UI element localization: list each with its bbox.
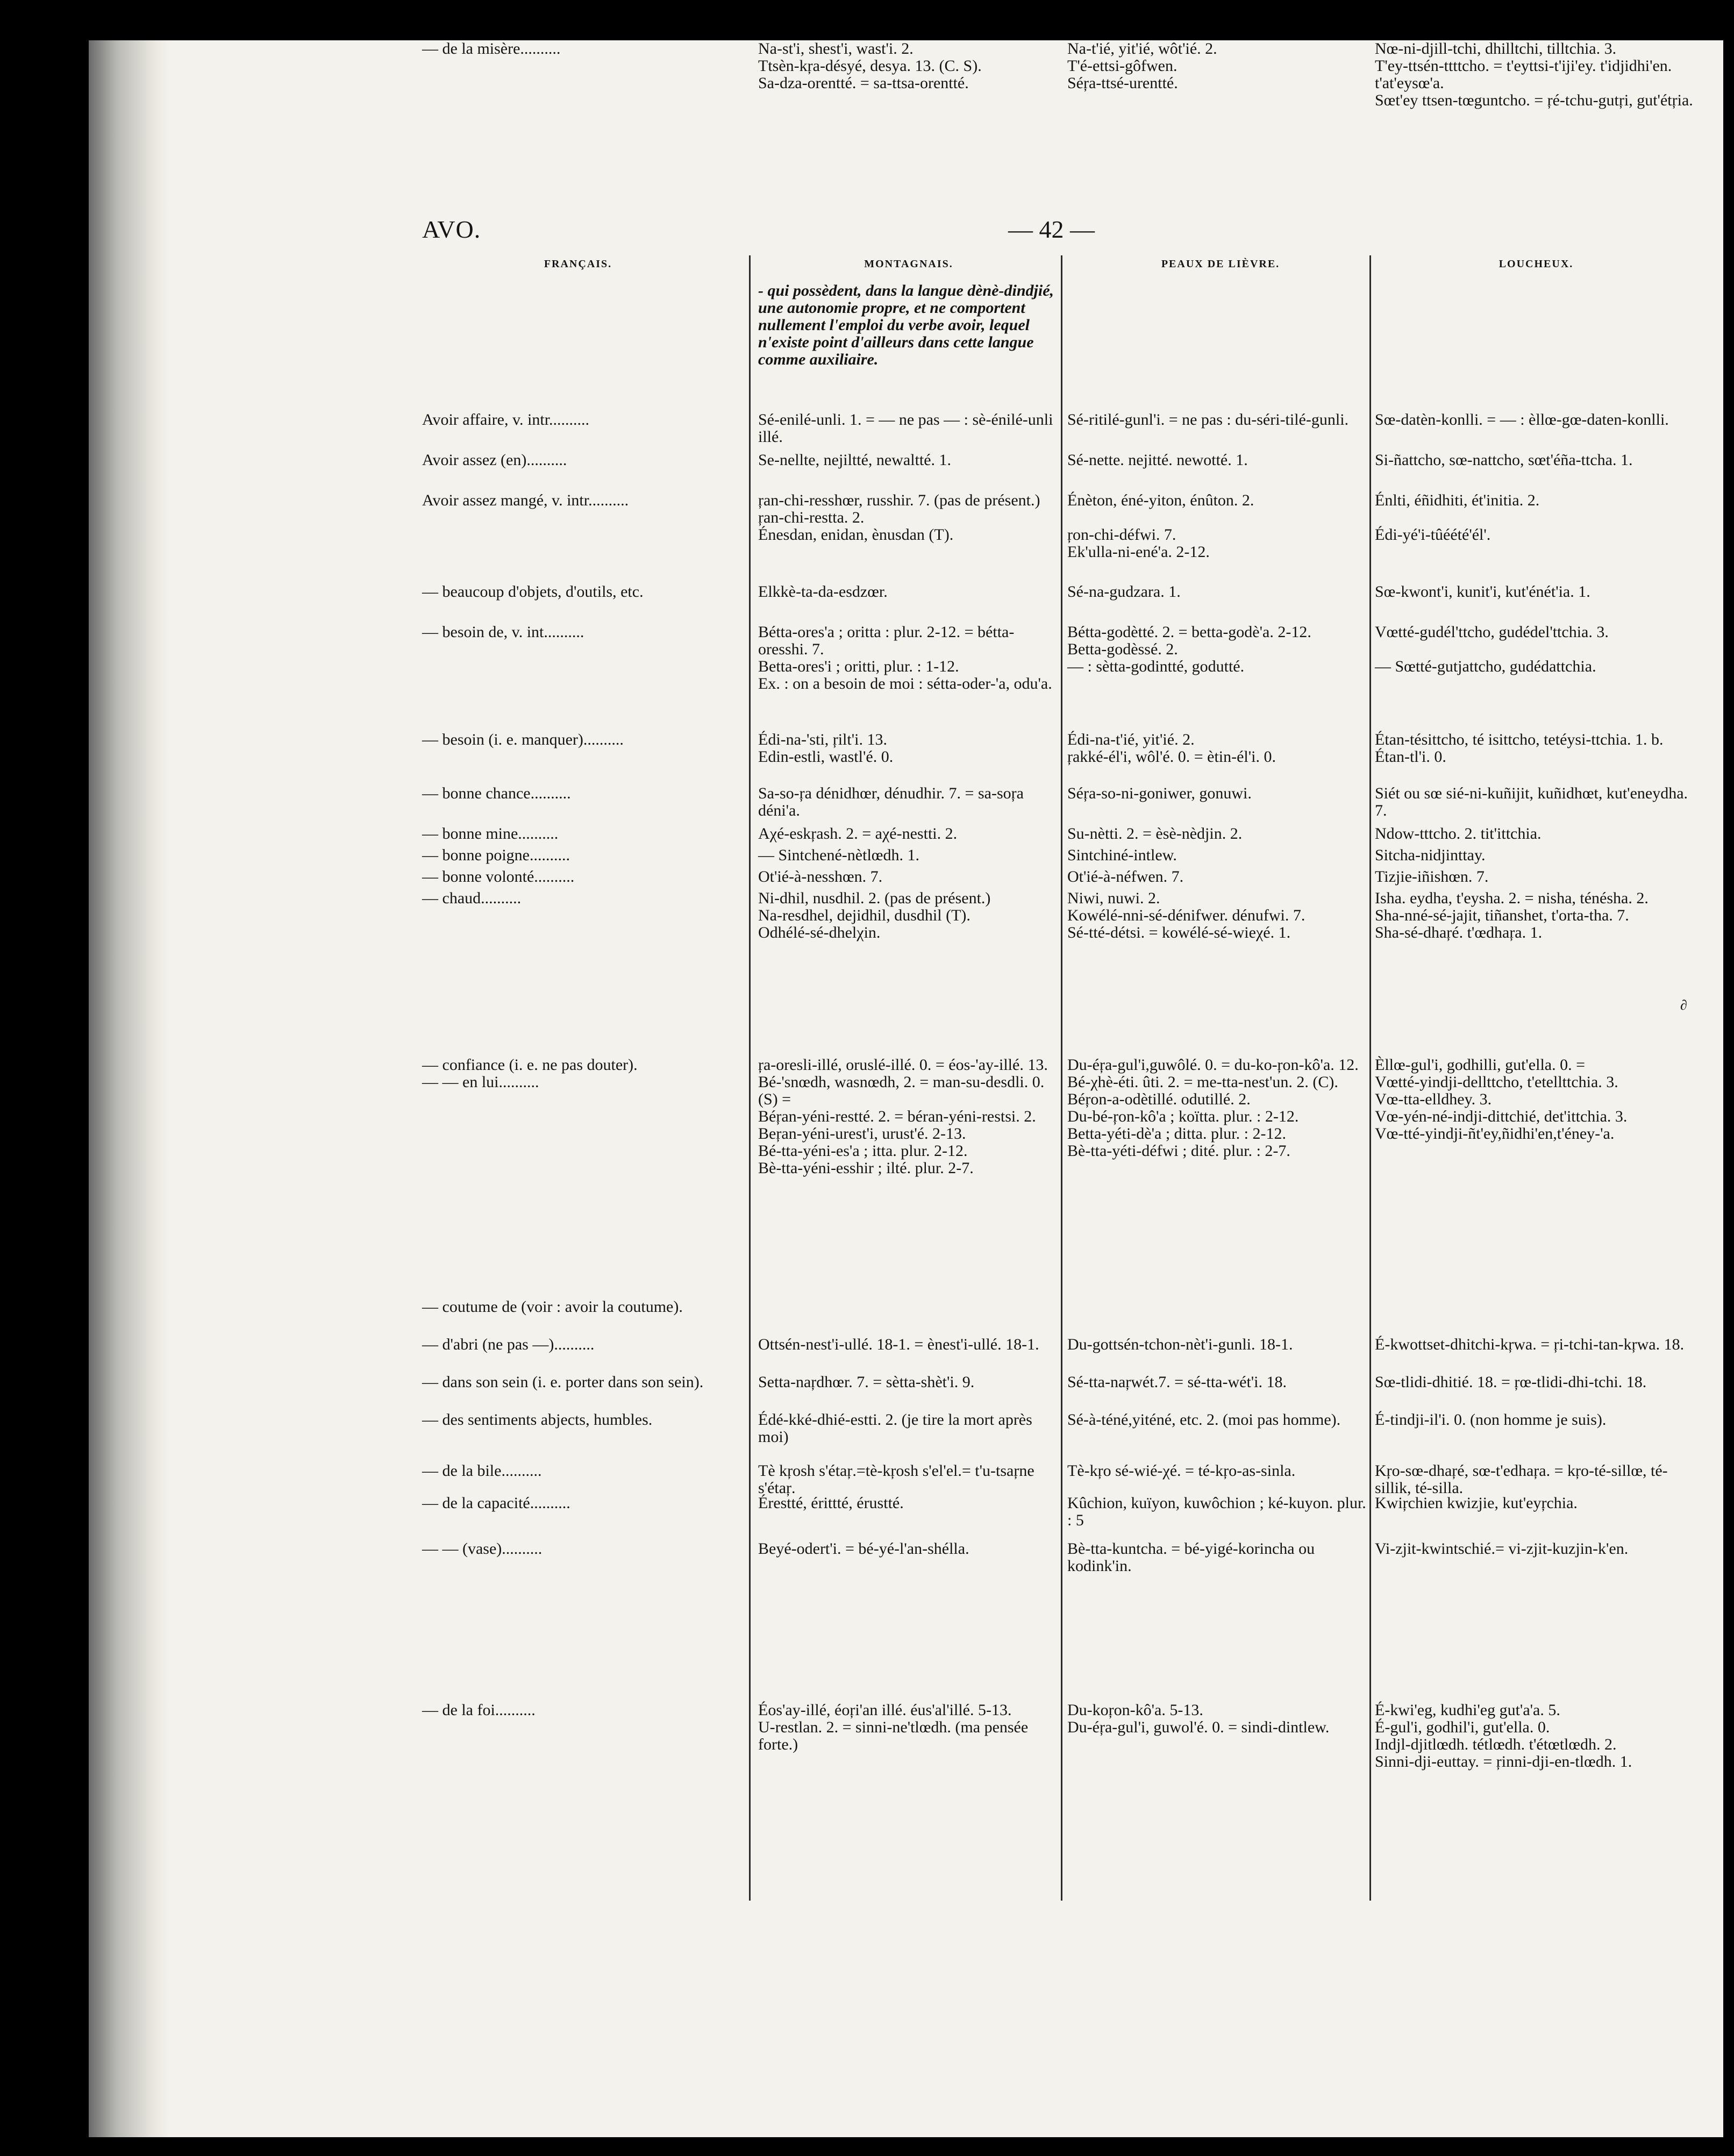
peaux-de-lievre-translation: Niwi, nuwi. 2. Kowélé-nni-sé-dénifwer. dénufwi. 7. Sé-tté-détsi. = kowélé-sé-wieχé. 1.	[1067, 889, 1305, 941]
montagnais-translation: ŗan-chi-resshœr, russhir. 7. (pas de présent.) ŗan-chi-restta. 2. Énesdan, enidan, ènusdan (T).	[758, 491, 1040, 544]
montagnais-translation: Aχé-eskŗash. 2. = aχé-nestti. 2.	[758, 825, 958, 843]
loucheux-translation: Si-ñattcho, sœ-nattcho, sœt'éña-ttcha. 1.	[1375, 451, 1633, 469]
peaux-de-lievre-translation: Du-koŗon-kô'a. 5-13. Du-éŗa-gul'i, guwol'é. 0. = sindi-dintlew.	[1067, 1701, 1330, 1736]
loucheux-translation: Sitcha-nidjinttay.	[1375, 846, 1486, 864]
french-term: — — (vase)..........	[422, 1540, 543, 1558]
peaux-de-lievre-translation: Énèton, éné-yiton, énûton. 2. ŗon-chi-défwi. 7. Ek'ulla-ni-ené'a. 2-12.	[1067, 491, 1254, 561]
french-term: — besoin de, v. int..........	[422, 623, 584, 641]
peaux-de-lievre-translation: Sé-à-téné,yiténé, etc. 2. (moi pas homme).	[1067, 1411, 1341, 1429]
loucheux-translation: Isha. eydha, t'eysha. 2. = nisha, ténésha. 2. Sha-nné-sé-jajit, tiñanshet, t'orta-tha. 7. Sha-sé-dhaŗé. t'œdhaŗa. 1.	[1375, 889, 1649, 941]
french-term: — de la foi..........	[422, 1701, 536, 1719]
french-term: — bonne poigne..........	[422, 846, 570, 864]
peaux-de-lievre-translation: Su-nètti. 2. = èsè-nèdjin. 2.	[1067, 825, 1243, 843]
montagnais-translation: Setta-naŗdhœr. 7. = sètta-shèt'i. 9.	[758, 1373, 975, 1391]
peaux-de-lievre-translation: Séŗa-so-ni-goniwer, gonuwi.	[1067, 784, 1252, 802]
montagnais-translation: Elkkè-ta-da-esdzœr.	[758, 583, 888, 601]
montagnais-translation: Tè kŗosh s'étaŗ.=tè-kŗosh s'el'el.= t'u-tsaŗne s'étaŗ.	[758, 1462, 1034, 1497]
montagnais-translation: Éos'ay-illé, éoŗi'an illé. éus'al'illé. 5-13. U-restlan. 2. = sinni-ne'tlœdh. (ma pensée forte.)	[758, 1701, 1029, 1753]
french-term: — besoin (i. e. manquer)..........	[422, 731, 624, 748]
peaux-de-lievre-translation: Sintchiné-intlew.	[1067, 846, 1177, 864]
document-page	[89, 40, 1723, 2137]
column-rule	[1061, 255, 1062, 1901]
peaux-de-lievre-translation: Sé-nette. nejitté. newotté. 1.	[1067, 451, 1248, 469]
montagnais-translation: Beyé-odert'i. = bé-yé-l'an-shélla.	[758, 1540, 969, 1558]
peaux-de-lievre-translation: Sé-ritilé-gunl'i. = ne pas : du-séri-tilé-gunli.	[1067, 411, 1349, 429]
french-term: — de la capacité..........	[422, 1494, 570, 1512]
french-term: — chaud..........	[422, 889, 522, 907]
margin-mark: ∂	[1680, 997, 1687, 1013]
montagnais-translation: Na-st'i, shest'i, wast'i. 2. Ttsèn-kŗa-désyé, desya. 13. (C. S). Sa-dza-orentté. = sa-ttsa-orentté.	[758, 40, 982, 92]
french-term: Avoir assez (en)..........	[422, 451, 567, 469]
french-term: — coutume de (voir : avoir la coutume).	[422, 1298, 683, 1316]
french-term: — bonne mine..........	[422, 825, 559, 843]
french-term: — bonne volonté..........	[422, 868, 575, 886]
montagnais-translation: Édi-na-'sti, ŗilt'i. 13. Edin-estli, wastl'é. 0.	[758, 731, 894, 766]
column-header-francais: FRANÇAIS.	[544, 258, 612, 270]
peaux-de-lievre-translation: Du-gottsén-tchon-nèt'i-gunli. 18-1.	[1067, 1336, 1293, 1353]
french-term: Avoir assez mangé, v. intr..........	[422, 491, 629, 509]
montagnais-translation: Ot'ié-à-nesshœn. 7.	[758, 868, 883, 886]
loucheux-translation: Kŗo-sœ-dhaŗé, sœ-t'edhaŗa. = kŗo-té-sillœ, té-sillik, té-silla.	[1375, 1462, 1668, 1497]
montagnais-translation: ŗa-oresli-illé, oruslé-illé. 0. = éos-'ay-illé. 13. Bé-'snœdh, wasnœdh, 2. = man-su-desdli. 0. (S) = Béŗan-yéni-restté. 2. = béran-yéni-restsi. 2. Beŗan-yéni-urest'i, urust'é. 2-13. Bé-tta-yéni-es'a ; itta. plur. 2-12. Bè-tta-yéni-esshir ; ilté. plur. 2-7.	[758, 1056, 1048, 1177]
loucheux-translation: Tizjie-iñishœn. 7.	[1375, 868, 1489, 886]
montagnais-translation: Se-nellte, nejiltté, newaltté. 1.	[758, 451, 952, 469]
page-number: — 42 —	[1008, 216, 1095, 243]
french-term: — confiance (i. e. ne pas douter). — — en lui..........	[422, 1056, 638, 1091]
french-term: — d'abri (ne pas —)..........	[422, 1336, 595, 1353]
loucheux-translation: Kwiŗchien kwizjie, kut'eyŗchia.	[1375, 1494, 1578, 1512]
french-term: — des sentiments abjects, humbles.	[422, 1411, 653, 1429]
peaux-de-lievre-translation: Sé-tta-naŗwét.7. = sé-tta-wét'i. 18.	[1067, 1373, 1287, 1391]
column-header-peaux-de-lievre: PEAUX DE LIÈVRE.	[1161, 258, 1280, 270]
page-spine-shadow	[89, 40, 169, 2137]
french-term: — de la bile..........	[422, 1462, 542, 1480]
intro-note: - qui possèdent, dans la langue dènè-dindjié, une autonomie propre, et ne comportent nullement l'emploi du verbe avoir, lequel n'existe point d'ailleurs dans cette langue comme auxiliaire.	[758, 282, 1054, 368]
loucheux-translation: É-kwi'eg, kudhi'eg gut'a'a. 5. É-gul'i, godhil'i, gut'ella. 0. Indjl-djitlœdh. tétlœdh. t'étœtlœdh. 2. Sinni-dji-euttay. = ŗinni-dji-en-tlœdh. 1.	[1375, 1701, 1632, 1771]
french-term: — beaucoup d'objets, d'outils, etc.	[422, 583, 644, 601]
french-term: — dans son sein (i. e. porter dans son sein).	[422, 1373, 704, 1391]
loucheux-translation: Sœ-tlidi-dhitié. 18. = ŗœ-tlidi-dhi-tchi. 18.	[1375, 1373, 1647, 1391]
montagnais-translation: Sa-so-ŗa dénidhœr, dénudhir. 7. = sa-soŗa déni'a.	[758, 784, 1024, 819]
loucheux-translation: Vœtté-gudél'ttcho, gudédel'ttchia. 3. — Sœtté-gutjattcho, gudédattchia.	[1375, 623, 1609, 675]
peaux-de-lievre-translation: Du-éŗa-gul'i,guwôlé. 0. = du-ko-ŗon-kô'a. 12. Bé-χhè-éti. ûti. 2. = me-tta-nest'un. 2. (C). Béŗon-a-odètillé. odutillé. 2. Du-bé-ŗon-kô'a ; koïtta. plur. : 2-12. Betta-yéti-dè'a ; ditta. plur. : 2-12. Bè-tta-yéti-défwi ; dité. plur. : 2-7.	[1067, 1056, 1359, 1160]
running-head: AVO.	[422, 216, 481, 243]
french-term: — bonne chance..........	[422, 784, 571, 802]
peaux-de-lievre-translation: Bétta-godètté. 2. = betta-godè'a. 2-12. Betta-godèssé. 2. — : sètta-godintté, godutté.	[1067, 623, 1311, 675]
loucheux-translation: É-tindji-il'i. 0. (non homme je suis).	[1375, 1411, 1607, 1429]
french-term: — de la misère..........	[422, 40, 561, 58]
peaux-de-lievre-translation: Édi-na-t'ié, yit'ié. 2. ŗakké-él'i, wôl'é. 0. = ètin-él'i. 0.	[1067, 731, 1276, 766]
montagnais-translation: Ottsén-nest'i-ullé. 18-1. = ènest'i-ullé. 18-1.	[758, 1336, 1039, 1353]
peaux-de-lievre-translation: Tè-kŗo sé-wié-χé. = té-kŗo-as-sinla.	[1067, 1462, 1296, 1480]
loucheux-translation: Sœ-datèn-konlli. = — : èllœ-gœ-daten-konlli.	[1375, 411, 1669, 429]
column-header-montagnais: MONTAGNAIS.	[864, 258, 953, 270]
montagnais-translation: Ni-dhil, nusdhil. 2. (pas de présent.) Na-resdhel, dejidhil, dusdhil (T). Odhélé-sé-dhelχin.	[758, 889, 991, 941]
loucheux-translation: Énlti, éñidhiti, ét'initia. 2. Édi-yé'i-tûéété'él'.	[1375, 491, 1540, 544]
loucheux-translation: Nœ-ni-djill-tchi, dhilltchi, tilltchia. 3. T'ey-ttsén-ttttcho. = t'eyttsi-t'iji'ey. t'idjidhi'en. t'at'eysœ'a. Sœt'ey ttsen-tœguntcho. = ŗé-tchu-gutŗi, gut'étŗia.	[1375, 40, 1693, 109]
french-term: Avoir affaire, v. intr..........	[422, 411, 590, 429]
peaux-de-lievre-translation: Bè-tta-kuntcha. = bé-yigé-korincha ou kodink'in.	[1067, 1540, 1315, 1575]
montagnais-translation: Bétta-ores'a ; oritta : plur. 2-12. = bétta-oresshi. 7. Betta-ores'i ; oritti, plur. : 1-12. Ex. : on a besoin de moi : sétta-oder-'a, odu'a.	[758, 623, 1052, 693]
montagnais-translation: Érestté, érittté, érustté.	[758, 1494, 904, 1512]
loucheux-translation: Ndow-tttcho. 2. tit'ittchia.	[1375, 825, 1542, 843]
loucheux-translation: Èllœ-gul'i, godhilli, gut'ella. 0. = Vœtté-yindji-dellttcho, t'etellttchia. 3. Vœ-tta-elldhey. 3. Vœ-yén-né-indji-dittchié, det'ittchia. 3. Vœ-tté-yindji-ñt'ey,ñidhi'en,t'éney-'a.	[1375, 1056, 1628, 1143]
loucheux-translation: Vi-zjit-kwintschié.= vi-zjit-kuzjin-k'en.	[1375, 1540, 1629, 1558]
loucheux-translation: É-kwottset-dhitchi-kŗwa. = ŗi-tchi-tan-kŗwa. 18.	[1375, 1336, 1685, 1353]
montagnais-translation: — Sintchené-nètlœdh. 1.	[758, 846, 919, 864]
peaux-de-lievre-translation: Ot'ié-à-néfwen. 7.	[1067, 868, 1184, 886]
loucheux-translation: Sœ-kwont'i, kunit'i, kut'énét'ia. 1.	[1375, 583, 1590, 601]
montagnais-translation: Sé-enilé-unli. 1. = — ne pas — : sè-énilé-unli illé.	[758, 411, 1053, 446]
loucheux-translation: Siét ou sœ sié-ni-kuñijit, kuñidhœt, kut'eneydha. 7.	[1375, 784, 1688, 819]
peaux-de-lievre-translation: Kûchion, kuïyon, kuwôchion ; ké-kuyon. plur. : 5	[1067, 1494, 1366, 1529]
column-header-loucheux: LOUCHEUX.	[1498, 258, 1574, 270]
peaux-de-lievre-translation: Na-t'ié, yit'ié, wôt'ié. 2. T'é-ettsi-gôfwen. Séŗa-ttsé-urentté.	[1067, 40, 1217, 92]
loucheux-translation: Étan-tésittcho, té isittcho, tetéysi-ttchia. 1. b. Étan-tl'i. 0.	[1375, 731, 1664, 766]
montagnais-translation: Édé-kké-dhié-estti. 2. (je tire la mort après moi)	[758, 1411, 1032, 1446]
peaux-de-lievre-translation: Sé-na-gudzara. 1.	[1067, 583, 1181, 601]
